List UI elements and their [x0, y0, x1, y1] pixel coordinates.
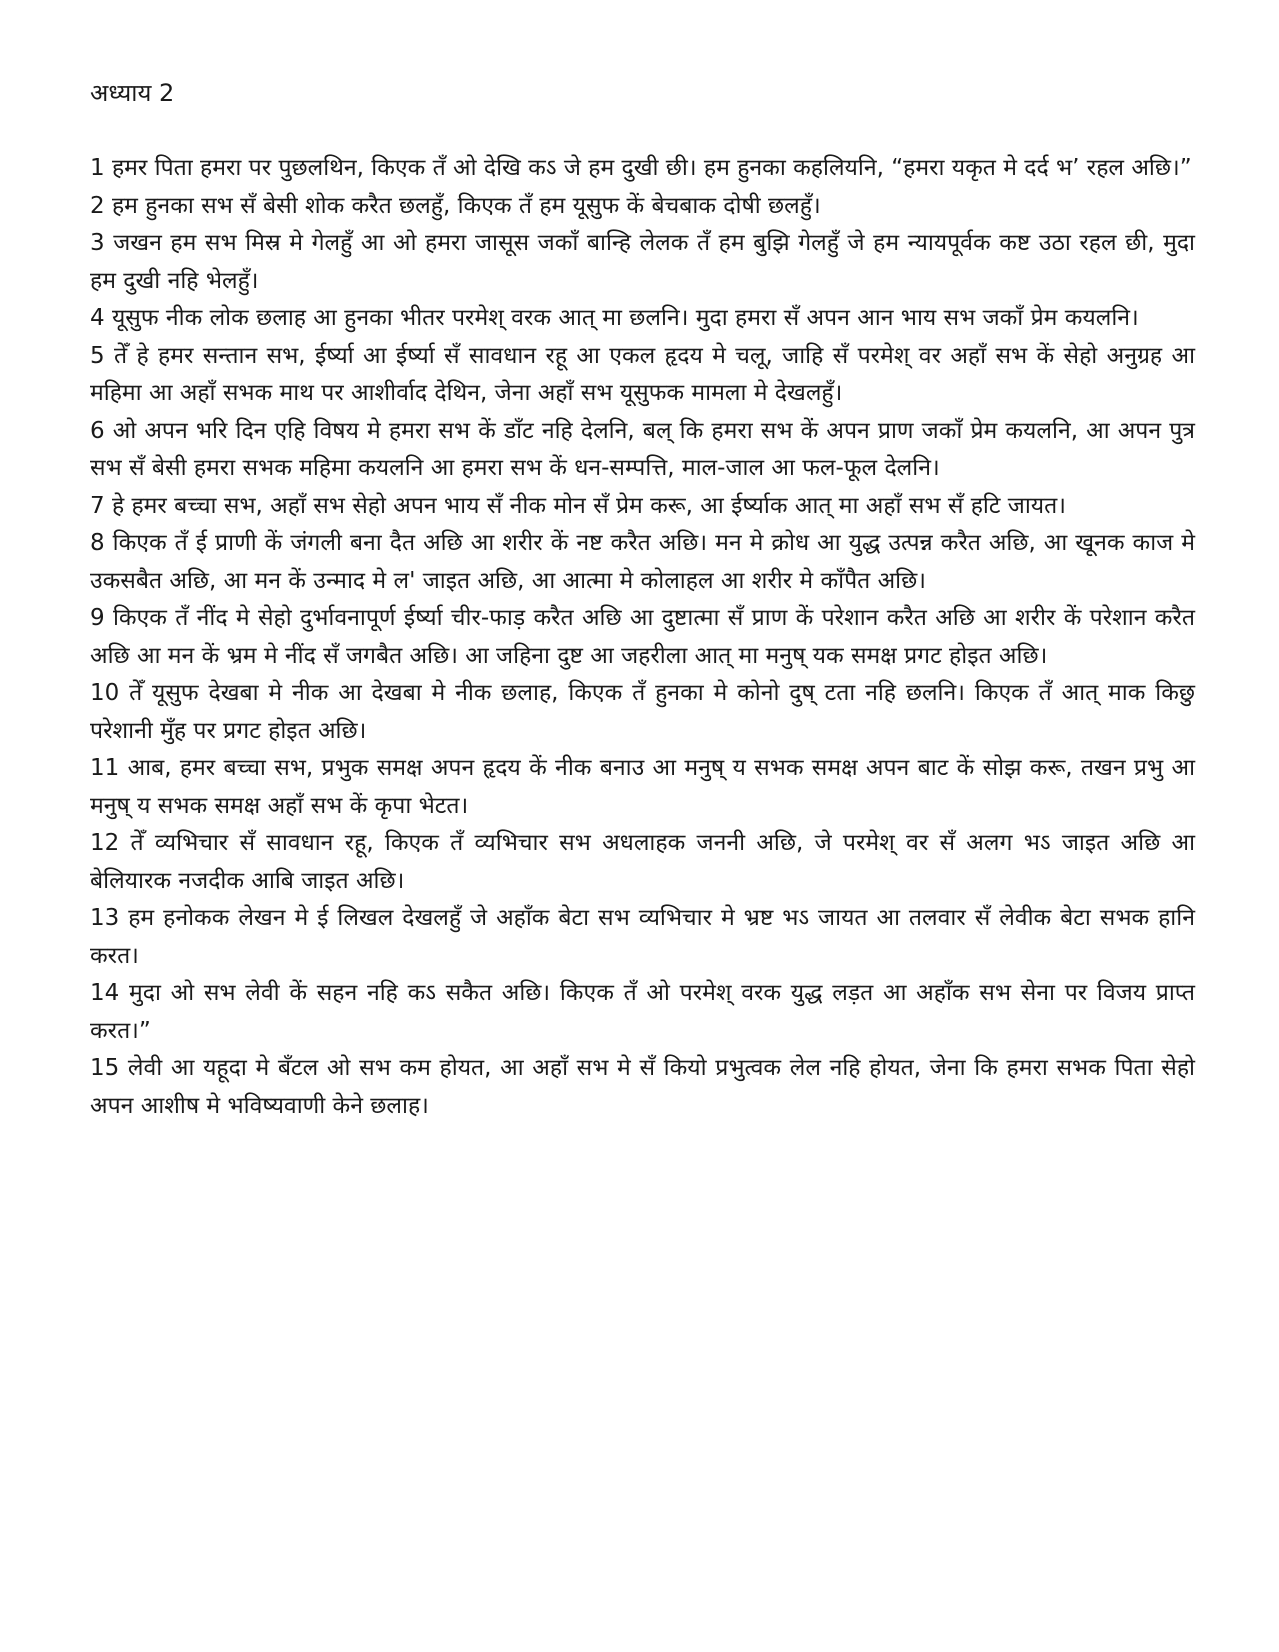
- verse-11: 11 आब, हमर बच्चा सभ, प्रभुक समक्ष अपन हृदय कें नीक बनाउ आ मनुष् य सभक समक्ष अपन बाट कें सोझ करू, तखन प्रभु आ मनुष् य सभक समक्ष अहाँ सभ कें कृपा भेटत।: [90, 755, 1195, 819]
- verse-9: 9 किएक तँ नींद मे सेहो दुर्भावनापूर्ण ईर्ष्या चीर-फाड़ करैत अछि आ दुष्टात्मा सँ प्राण कें परेशान करैत अछि आ शरीर कें परेशान करैत अछि आ मन कें भ्रम मे नींद सँ जगबैत अछि। आ जहिना दुष्ट आ जहरीला आत् मा मनुष् यक समक्ष प्रगट होइत अछि।: [90, 605, 1195, 669]
- verse-list: [90, 150, 1195, 1125]
- verse-6: 6 ओ अपन भरि दिन एहि विषय मे हमरा सभ कें डाँट नहि देलनि, बल् कि हमरा सभ कें अपन प्राण जकाँ प्रेम कयलनि, आ अपन पुत्र सभ सँ बेसी हमरा सभक महिमा कयलनि आ हमरा सभ कें धन-सम्पत्ति, माल-जाल आ फल-फूल देलनि।: [90, 417, 1195, 481]
- verse-7: 7 हे हमर बच्चा सभ, अहाँ सभ सेहो अपन भाय सँ नीक मोन सँ प्रेम करू, आ ईर्ष्याक आत् मा अहाँ सभ सँ हटि जायत।: [90, 492, 1066, 519]
- verse-1: 1 हमर पिता हमरा पर पुछलथिन, किएक तँ ओ देखि कऽ जे हम दुखी छी। हम हुनका कहलियनि, “हमरा यकृत मे दर्द भ’ रहल अछि।”: [90, 155, 1192, 181]
- verse-8: 8 किएक तँ ई प्राणी कें जंगली बना दैत अछि आ शरीर कें नष्ट करैत अछि। मन मे क्रोध आ युद्ध उत्पन्न करैत अछि, आ खूनक काज मे उकसबैत अछि, आ मन कें उन्माद मे ल' जाइत अछि, आ आत्मा मे कोलाहल आ शरीर मे काँपैत अछि।: [90, 530, 1195, 594]
- verse-2: 2 हम हुनका सभ सँ बेसी शोक करैत छलहुँ, किएक तँ हम यूसुफ कें बेचबाक दोषी छलहुँ।: [90, 192, 821, 219]
- verse-14: 14 मुदा ओ सभ लेवी कें सहन नहि कऽ सकैत अछि। किएक तँ ओ परमेश् वरक युद्ध लड़त आ अहाँक सभ सेना पर विजय प्राप्त करत।”: [90, 980, 1195, 1044]
- chapter-title: अध्याय 2: [90, 79, 175, 107]
- verse-15: 15 लेवी आ यहूदा मे बँटल ओ सभ कम होयत, आ अहाँ सभ मे सँ कियो प्रभुत्वक लेल नहि होयत, जेना कि हमरा सभक पिता सेहो अपन आशीष मे भविष्यवाणी केने छलाह।: [90, 1055, 1195, 1119]
- verse-13: 13 हम हनोकक लेखन मे ई लिखल देखलहुँ जे अहाँक बेटा सभ व्यभिचार मे भ्रष्ट भऽ जायत आ तलवार सँ लेवीक बेटा सभक हानि करत।: [90, 905, 1195, 969]
- verse-10: 10 तेँ यूसुफ देखबा मे नीक आ देखबा मे नीक छलाह, किएक तँ हुनका मे कोनो दुष् टता नहि छलनि। किएक तँ आत् माक किछु परेशानी मुँह पर प्रगट होइत अछि।: [90, 680, 1195, 744]
- verse-3: 3 जखन हम सभ मिस्र मे गेलहुँ आ ओ हमरा जासूस जकाँ बान्हि लेलक तँ हम बुझि गेलहुँ जे हम न्यायपूर्वक कष्ट उठा रहल छी, मुदा हम दुखी नहि भेलहुँ।: [90, 230, 1195, 294]
- verse-4: 4 यूसुफ नीक लोक छलाह आ हुनका भीतर परमेश् वरक आत् मा छलनि। मुदा हमरा सँ अपन आन भाय सभ जकाँ प्रेम कयलनि।: [90, 305, 1139, 331]
- verse-12: 12 तेँ व्यभिचार सँ सावधान रहू, किएक तँ व्यभिचार सभ अधलाहक जननी अछि, जे परमेश् वर सँ अलग भऽ जाइत अछि आ बेलियारक नजदीक आबि जाइत अछि।: [90, 830, 1195, 894]
- verse-5: 5 तेँ हे हमर सन्तान सभ, ईर्ष्या आ ईर्ष्या सँ सावधान रहू आ एकल हृदय मे चलू, जाहि सँ परमेश् वर अहाँ सभ कें सेहो अनुग्रह आ महिमा आ अहाँ सभक माथ पर आशीर्वाद देथिन, जेना अहाँ सभ यूसुफक मामला मे देखलहुँ।: [90, 342, 1195, 406]
